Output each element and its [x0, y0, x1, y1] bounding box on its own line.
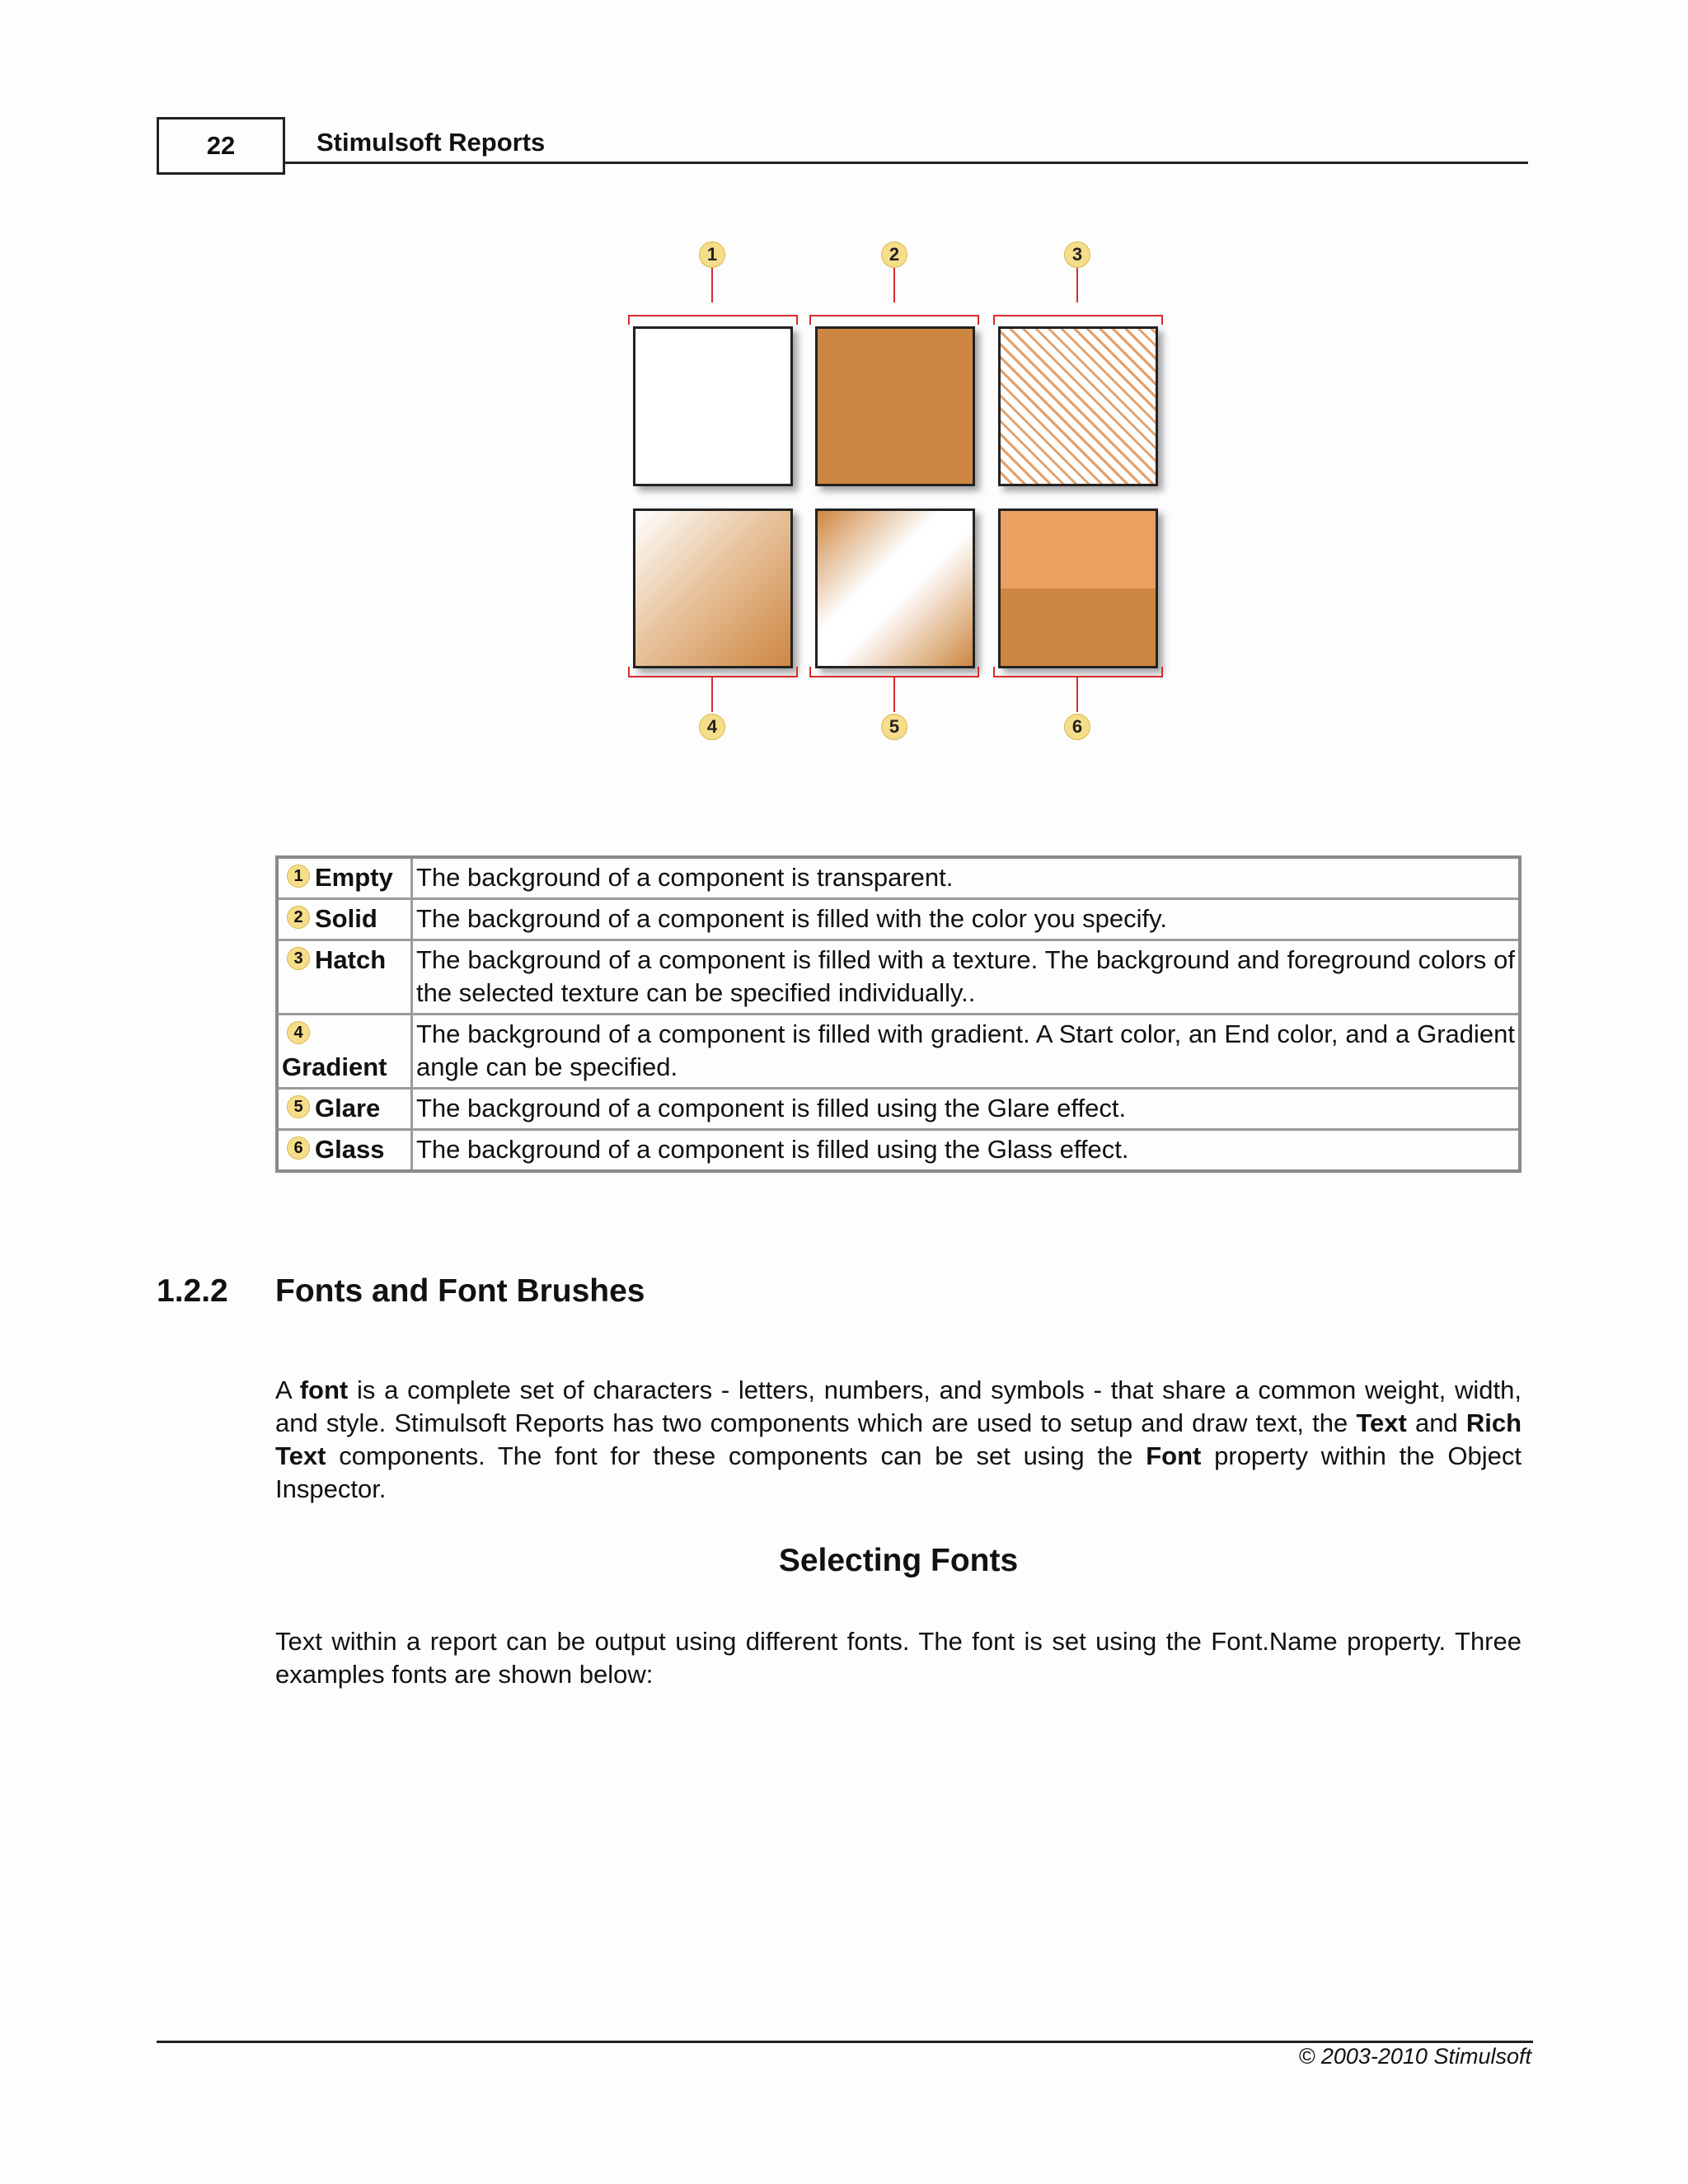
bracket-tick: [809, 667, 811, 677]
bracket-tick: [978, 667, 979, 677]
table-row: [277, 1130, 1520, 1172]
bracket-bottom-4: [628, 676, 798, 677]
brush-name: Gradient: [282, 1052, 387, 1081]
callout-6: 6: [1064, 714, 1090, 740]
bold-term: Rich Text: [275, 1408, 1522, 1470]
text-run: is a complete set of characters - letters, numbers, and symbols - that share a common weight, width, and style. Stimulsoft Reports has two components which are used to setup and draw text, the: [275, 1376, 1522, 1437]
subheading: Selecting Fonts: [778, 1543, 1019, 1578]
number-badge: 3: [287, 947, 310, 970]
brush-name-cell: [277, 1130, 412, 1172]
header-title: Stimulsoft Reports: [316, 128, 546, 157]
brush-figure: [610, 235, 1187, 762]
brush-description: The background of a component is filled with gradient. A Start color, an End color, and a Gradient angle can be specified.: [412, 1015, 1521, 1089]
table-row: [277, 1089, 1520, 1130]
bracket-tick: [993, 315, 995, 325]
swatch-empty: [633, 326, 793, 486]
bold-term: font: [299, 1376, 349, 1404]
text-run: and: [1406, 1408, 1466, 1437]
bold-term: Font: [1146, 1441, 1202, 1470]
connector-3: [1076, 268, 1078, 302]
section-number: 1.2.2: [157, 1273, 228, 1309]
callout-2: 2: [881, 241, 907, 268]
brush-name-cell: [277, 899, 412, 940]
bracket-top-1: [628, 315, 798, 316]
brush-name: Hatch: [315, 945, 387, 974]
callout-1: 1: [699, 241, 725, 268]
connector-2: [893, 268, 895, 302]
footer-copyright: © 2003-2010 Stimulsoft: [1298, 2044, 1531, 2069]
brush-name: Glass: [315, 1135, 385, 1164]
bracket-tick: [628, 667, 630, 677]
table-row: [277, 857, 1520, 899]
bracket-tick: [978, 315, 979, 325]
callout-3: 3: [1064, 241, 1090, 268]
body-paragraph: Text within a report can be output using different fonts. The font is set using the Font.Name property. Three examples fonts are shown below:: [275, 1627, 1522, 1689]
bracket-tick: [993, 667, 995, 677]
brush-name: Solid: [315, 904, 377, 933]
bracket-top-2: [809, 315, 979, 316]
number-badge: 6: [287, 1137, 310, 1160]
brush-description: The background of a component is transparent.: [412, 857, 1521, 899]
brush-name-cell: [277, 1015, 412, 1089]
brush-name: Glare: [315, 1094, 381, 1122]
number-badge: 1: [287, 865, 310, 888]
header-rule: [285, 162, 1528, 164]
callout-5: 5: [881, 714, 907, 740]
callout-4: 4: [699, 714, 725, 740]
number-badge: 5: [287, 1095, 310, 1118]
connector-4: [711, 677, 713, 712]
text-run: components. The font for these components can be set using the: [326, 1441, 1146, 1470]
brush-table: [275, 855, 1522, 1173]
connector-6: [1076, 677, 1078, 712]
brush-description: The background of a component is filled with a texture. The background and foreground colors of the selected texture can be specified individually..: [412, 940, 1521, 1015]
swatch-glass: [998, 509, 1158, 668]
connector-1: [711, 268, 713, 302]
brush-description: The background of a component is filled with the color you specify.: [412, 899, 1521, 940]
bracket-tick: [628, 315, 630, 325]
swatch-glare: [815, 509, 975, 668]
connector-5: [893, 677, 895, 712]
swatch-gradient: [633, 509, 793, 668]
bracket-tick: [809, 315, 811, 325]
bracket-tick: [1161, 667, 1163, 677]
bracket-tick: [1161, 315, 1163, 325]
number-badge: 2: [287, 906, 310, 929]
brush-name-cell: [277, 1089, 412, 1130]
brush-description: The background of a component is filled using the Glare effect.: [412, 1089, 1521, 1130]
bracket-bottom-6: [993, 676, 1163, 677]
bracket-top-3: [993, 315, 1163, 316]
text-run: A: [275, 1376, 300, 1404]
brush-name-cell: [277, 940, 412, 1015]
page-number: 22: [157, 117, 285, 175]
table-row: [277, 899, 1520, 940]
bracket-tick: [796, 315, 798, 325]
table-row: [277, 1015, 1520, 1089]
swatch-hatch: [998, 326, 1158, 486]
bold-term: Text: [1356, 1408, 1407, 1437]
text-run: property within the Object Inspector.: [275, 1441, 1522, 1503]
number-badge: 4: [287, 1021, 310, 1044]
brush-name-cell: [277, 857, 412, 899]
table-row: [277, 940, 1520, 1015]
brush-description: The background of a component is filled using the Glass effect.: [412, 1130, 1521, 1172]
footer-rule: [157, 2041, 1533, 2043]
intro-paragraph: [275, 1374, 1522, 1506]
bracket-tick: [796, 667, 798, 677]
section-title: Fonts and Font Brushes: [275, 1273, 645, 1309]
swatch-solid: [815, 326, 975, 486]
brush-name: Empty: [315, 863, 393, 892]
